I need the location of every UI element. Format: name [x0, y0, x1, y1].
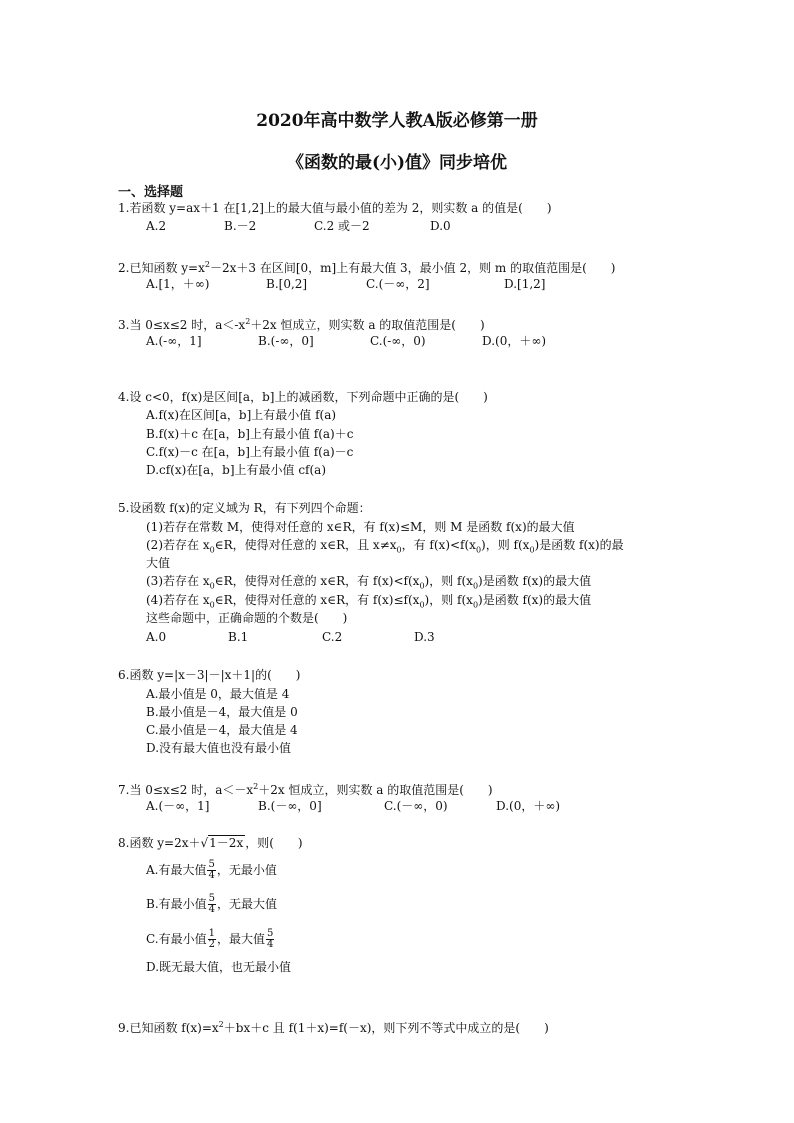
question-6-option-d: D.没有最大值也没有最小值: [146, 741, 292, 755]
option-b: B.－2: [224, 219, 257, 233]
option-d: D.(0，＋∞): [496, 799, 561, 813]
question-4-stem: 4.设 c<0，f(x)是区间[a，b]上的减函数，下列命题中正确的是( ): [118, 390, 488, 404]
question-4-option-c: C.f(x)－c 在[a，b]上有最小值 f(a)－c: [146, 445, 354, 459]
question-8-option-d: D.既无最大值，也无最小值: [146, 960, 292, 974]
option-a: A.0: [146, 630, 167, 644]
page-subtitle: 《函数的最(小)值》同步培优: [286, 153, 508, 173]
question-6-option-b: B.最小值是－4，最大值是 0: [146, 705, 298, 719]
question-3-stem: 3.当 0≤x≤2 时，$a<-x^2+2x$ 恒成立，则实数 a 的取值范围是( ): [118, 317, 485, 332]
question-5-proposition-3: (3)若存在 $x_0\in R$，使得对任意的 x∈R，有 $f(x)<f(x_0)$，则 $f(x_0)$是函数 f(x)的最大值: [146, 574, 592, 591]
option-d: D.3: [414, 630, 435, 644]
question-6-stem: 6.函数 y=|x－3|－|x＋1|的( ): [118, 668, 301, 682]
option-c: C.(-∞，0): [370, 334, 426, 348]
question-8-stem: 8.函数 y=2x＋√1－2x ，则( ): [118, 836, 303, 850]
fraction: $\frac{5}{4}$: [266, 928, 274, 950]
page-title: 2020年高中数学人教A版必修第一册: [256, 111, 538, 131]
option-b: B.(－∞，0]: [258, 799, 322, 813]
option-c: C.2 或－2: [314, 219, 370, 233]
option-c: C.2: [322, 630, 343, 644]
sqrt-icon: √: [200, 836, 209, 850]
option-b: B.1: [228, 630, 249, 644]
option-a: A.2: [146, 219, 167, 233]
question-8-option-a: A.有最大值 $\frac{5}{4}$ ，无最小值: [146, 859, 277, 881]
question-7-stem: 7.当 0≤x≤2 时，$a<-x^2+2x$ 恒成立，则实数 a 的取值范围是( ): [118, 782, 493, 797]
option-a: A.(-∞，1]: [146, 334, 202, 348]
question-5-proposition-2-cont: 大值: [146, 556, 171, 570]
option-b: B.[0,2]: [266, 277, 308, 291]
option-c: C.(－∞，2]: [366, 277, 430, 291]
option-b: B.(-∞，0]: [258, 334, 314, 348]
question-5-proposition-4: (4)若存在 $x_0\in R$，使得对任意的 x∈R，有 $f(x)\le f(x_0)$，则 $f(x_0)$是函数 f(x)的最大值: [146, 593, 592, 610]
question-5-stem: 5.设函数 f(x)的定义域为 R，有下列四个命题：: [118, 501, 371, 515]
question-6-option-c: C.最小值是－4，最大值是 4: [146, 723, 298, 737]
question-5-proposition-1: (1)若存在常数 M，使得对任意的 x∈R，有 f(x)≤M，则 M 是函数 f(x)的最大值: [146, 520, 575, 534]
question-5-conclusion: 这些命题中，正确命题的个数是( ): [146, 611, 348, 625]
question-2-stem: 2.已知函数 $y=x^2-2x+3$ 在区间[0，m]上有最大值 3，最小值 2，则 m 的取值范围是( ): [118, 260, 616, 275]
question-4-option-b: B.f(x)＋c 在[a，b]上有最小值 f(a)＋c: [146, 427, 354, 441]
option-c: C.(－∞，0): [384, 799, 448, 813]
question-8-option-b: B.有最小值 $\frac{5}{4}$ ，无最大值: [146, 893, 278, 915]
fraction: $\frac{5}{4}$: [208, 893, 216, 915]
section-heading: 一、选择题: [118, 185, 184, 200]
option-a: A.(－∞，1]: [146, 799, 210, 813]
question-1-stem: 1.若函数 y=ax＋1 在[1,2]上的最大值与最小值的差为 2，则实数 a 的值是( ): [118, 201, 552, 215]
option-d: D.0: [430, 219, 451, 233]
question-9-stem: 9.已知函数 $f(x)=x^2+bx+c$ 且 f(1＋x)=f(－x)，则下列不等式中成立的是( ): [118, 1020, 549, 1035]
question-5-proposition-2: (2)若存在 $x_0\in R$，使得对任意的 x∈R，且 $x\ne x_0$，有 $f(x)<f(x_0)$，则 $f(x_0)$是函数 f(x)的最: [146, 538, 624, 555]
option-a: A.[1，＋∞): [146, 277, 210, 291]
question-6-option-a: A.最小值是 0，最大值是 4: [146, 687, 290, 701]
option-d: D.(0，＋∞): [482, 334, 547, 348]
option-d: D.[1,2]: [504, 277, 546, 291]
fraction: $\frac{5}{4}$: [208, 859, 215, 881]
question-4-option-d: D.cf(x)在[a，b]上有最小值 cf(a): [146, 463, 326, 477]
fraction: $\frac{1}{2}$: [208, 928, 215, 950]
question-4-option-a: A.f(x)在区间[a，b]上有最小值 f(a): [146, 408, 337, 422]
question-8-option-c: C.有最小值 $\frac{1}{2}$ ，最大值 $\frac{5}{4}$: [146, 928, 274, 950]
